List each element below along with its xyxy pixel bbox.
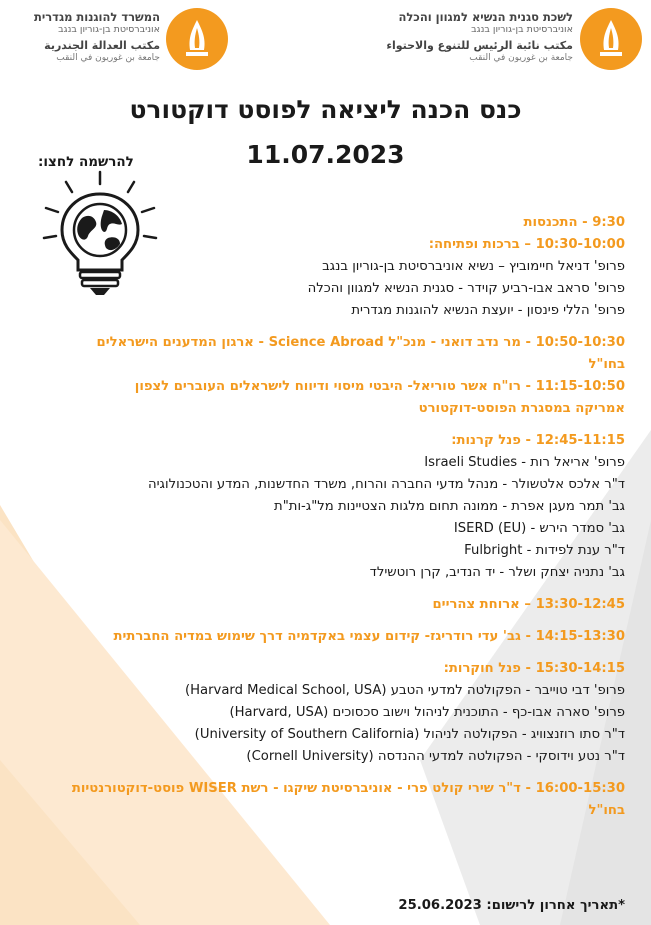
agenda-speaker: פרופ' דבי טוייבר - הפקולטה למדעי הטבע (Harvard Medical School, USA) bbox=[184, 683, 625, 698]
event-date: 11.07.2023 bbox=[246, 140, 405, 169]
agenda-speaker: פרופ' סארה אבו-כף - התוכנית לניהול וישוב סכסוכים (Harvard, USA) bbox=[229, 705, 625, 720]
agenda-spacer bbox=[25, 584, 625, 594]
agenda-speaker: פרופ' סראב אבו-רביע קוידר - סגנית הנשיא למגוון והכלה bbox=[307, 281, 625, 296]
registration-deadline: *תאריך אחרון לרישום: 25.06.2023 bbox=[398, 898, 625, 913]
header-left-line2: אוניברסיטת בן-גוריון בנגב bbox=[58, 24, 160, 35]
header-left-line3: مكتب العدالة الجندرية bbox=[44, 39, 160, 52]
agenda-session: 14:15-13:30 - גב' עדי רודריגז- קידום עצמי באקדמיה דרך שימוש במדיה החברתית bbox=[113, 629, 625, 644]
header-left bbox=[10, 10, 160, 64]
agenda-speaker: פרופ' דניאל חיימוביץ – נשיא אוניברסיטת בן-גוריון בנגב bbox=[322, 259, 625, 274]
header-right-line2: אוניברסיטת בן-גוריון בנגב bbox=[471, 24, 573, 35]
agenda-speaker: פרופ' הללי פינסון - יועצת הנשיא להוגנות מגדרית bbox=[351, 303, 625, 318]
agenda-session: 10:30-10:00 – ברכות ופתיחה: bbox=[428, 237, 625, 252]
agenda bbox=[25, 212, 625, 822]
agenda-speaker: גב' סמדר הירש - ISERD (EU) bbox=[453, 521, 625, 536]
agenda-speaker: ד"ר סתו רוזנצוויג - הפקולטה לניהול (University of Southern California) bbox=[194, 727, 625, 742]
page-title: כנס הכנה ליציאה לפוסט דוקטורט bbox=[129, 95, 522, 124]
header-left-line1: המשרד להוגנות מגדרית bbox=[34, 10, 160, 24]
agenda-session: 9:30 - התכנסות bbox=[523, 215, 625, 230]
agenda-session: אמריקה במסגרת הפוסט-דוקטורט bbox=[418, 401, 625, 416]
agenda-session: 15:30-14:15 - פנל חוקרות: bbox=[443, 661, 625, 676]
agenda-session: 12:45-11:15 - פנל קרנות: bbox=[451, 433, 625, 448]
agenda-session: 16:00-15:30 - ד"ר שירי קולט פרי - אוניברסיטת שיקגו - רשת WISER פוסט-דוקטורנטיות bbox=[71, 781, 625, 796]
logo-icon bbox=[166, 8, 228, 70]
agenda-speaker: גב' נתניה יצחק ושלר - יד הנדיב, קרן רוטשילד bbox=[369, 565, 625, 580]
agenda-speaker: ד"ר ענת לפידות - Fulbright bbox=[464, 543, 625, 558]
header-right bbox=[333, 10, 573, 64]
agenda-speaker: פרופ' אריאל רות - Israeli Studies bbox=[424, 455, 625, 470]
header-right-line3: مكتب نائبة الرئيس للتنوع والاحتواء bbox=[386, 39, 573, 52]
register-label: להרשמה לחצו: bbox=[38, 154, 134, 170]
agenda-speaker: גב' תמר מעגן אפרת - ממונה תחום מלגות הצטיינות מל"ג-ות"ת bbox=[274, 499, 625, 514]
header-right-line1: לשכת סגנית הנשיא למגוון והכלה bbox=[398, 10, 573, 24]
agenda-spacer bbox=[25, 322, 625, 332]
header-right-line4: جامعة بن غوريون في النقب bbox=[469, 53, 573, 63]
agenda-spacer bbox=[25, 768, 625, 778]
header-left-line4: جامعة بن غوريون في النقب bbox=[56, 53, 160, 63]
agenda-session: בחו"ל bbox=[588, 803, 625, 818]
agenda-session: 11:15-10:50 - רו"ח אשר טוריאל- היבטי מיסוי ודיווח לישראלים העוברים לצפון bbox=[134, 379, 625, 394]
agenda-speaker: ד"ר אלכס אלטשולר - מנהל מדעי החברה והרוח, משרד החדשנות, המדע והטכנולוגיה bbox=[147, 477, 625, 492]
agenda-spacer bbox=[25, 616, 625, 626]
agenda-session: 10:50-10:30 - מר נדב דואני - מנכ"ל Science Abroad - ארגון המדענים הישראלים bbox=[96, 335, 625, 350]
agenda-session: בחו"ל bbox=[588, 357, 625, 372]
agenda-speaker: ד"ר נטע וידוסקי - הפקולטה למדעי ההנדסה (Cornell University) bbox=[246, 749, 625, 764]
agenda-session: 13:30-12:45 – ארוחת צהריים bbox=[432, 597, 625, 612]
agenda-spacer bbox=[25, 648, 625, 658]
logo-icon bbox=[580, 8, 642, 70]
agenda-spacer bbox=[25, 420, 625, 430]
